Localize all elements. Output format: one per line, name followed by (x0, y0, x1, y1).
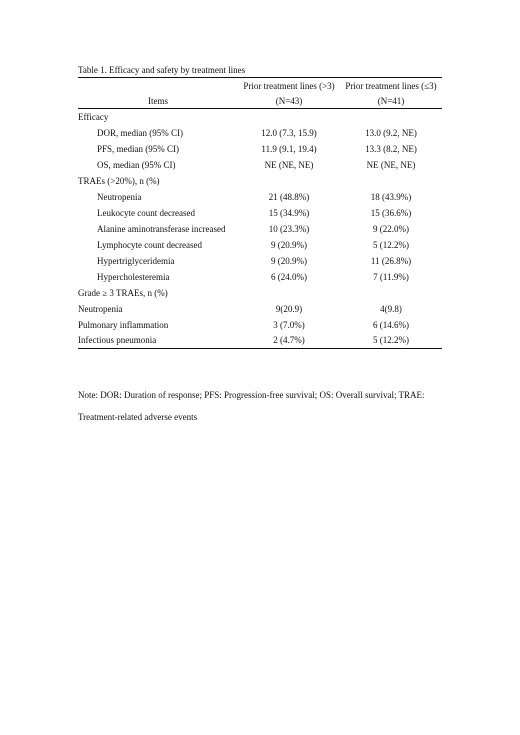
row-value-prior-le3: 15 (36.6%) (370, 207, 412, 218)
row-value-prior-gt3: 2 (4.7%) (238, 333, 340, 349)
row-value-prior-le3: 4(9.8) (380, 303, 402, 314)
row-value-prior-le3 (340, 173, 442, 189)
row-value-prior-gt3 (238, 173, 340, 189)
row-value-prior-gt3: 11.9 (9.1, 19.4) (261, 143, 317, 154)
note-line-1: Note: DOR: Duration of response; PFS: Progression-free survival; OS: Overall survival; TRAE: (78, 390, 425, 400)
row-value-prior-le3: 5 (12.2%) (340, 333, 442, 349)
row-value-prior-le3: 9 (22.0%) (373, 223, 409, 234)
row-value-prior-le3: 7 (11.9%) (373, 271, 409, 282)
header-row-titles (78, 78, 442, 94)
row-value-prior-gt3: 6 (24.0%) (271, 271, 307, 282)
table-row (78, 189, 442, 205)
row-value-prior-gt3: 12.0 (7.3, 15.9) (261, 127, 317, 138)
row-value-prior-le3 (340, 285, 442, 301)
table-row (78, 301, 442, 317)
header-col2-title: Prior treatment lines (≤3) (340, 78, 442, 94)
row-label: Leukocyte count decreased (97, 207, 195, 218)
row-value-prior-gt3: NE (NE, NE) (264, 159, 314, 170)
row-label: Grade ≥ 3 TRAEs, n (%) (78, 287, 168, 298)
row-label: Efficacy (78, 111, 109, 122)
header-col1-title: Prior treatment lines (>3) (238, 78, 340, 94)
row-label: Hypertriglyceridemia (97, 255, 175, 266)
row-value-prior-le3 (340, 109, 442, 125)
row-value-prior-le3: 6 (14.6%) (373, 319, 409, 330)
table-row (78, 109, 442, 125)
table-row (78, 333, 442, 349)
table-row (78, 317, 442, 333)
table-row (78, 157, 442, 173)
table-row (78, 237, 442, 253)
row-value-prior-gt3: 9 (20.9%) (271, 239, 307, 250)
table-row (78, 253, 442, 269)
table-body (78, 109, 442, 349)
row-label: Hypercholesteremia (97, 271, 170, 282)
header-row-n (78, 93, 442, 109)
table-row (78, 205, 442, 221)
row-value-prior-le3: NE (NE, NE) (366, 159, 416, 170)
row-value-prior-gt3: 3 (7.0%) (273, 319, 305, 330)
table-row (78, 141, 442, 157)
row-value-prior-gt3 (238, 109, 340, 125)
table-row (78, 221, 442, 237)
row-value-prior-gt3: 9(20.9) (275, 303, 303, 314)
row-label: Alanine aminotransferase increased (97, 223, 226, 234)
table-row (78, 125, 442, 141)
header-col2-n: (N=41) (340, 93, 442, 109)
header-col1-n: (N=43) (238, 93, 340, 109)
row-value-prior-gt3: 21 (48.8%) (268, 191, 310, 202)
table-note (78, 384, 458, 428)
row-label: OS, median (95% CI) (97, 159, 176, 170)
row-value-prior-le3: 5 (12.2%) (373, 239, 409, 250)
row-value-prior-gt3 (238, 285, 340, 301)
efficacy-safety-table (78, 77, 442, 349)
row-value-prior-le3: 11 (26.8%) (370, 255, 412, 266)
header-items: Items (78, 93, 238, 109)
row-label: TRAEs (>20%), n (%) (78, 175, 160, 186)
row-label: Neutropenia (78, 303, 123, 314)
table-row (78, 269, 442, 285)
row-value-prior-gt3: 9 (20.9%) (271, 255, 307, 266)
row-value-prior-le3: 13.3 (8.2, NE) (365, 143, 417, 154)
row-label: Neutropenia (97, 191, 142, 202)
row-label: Pulmonary inflammation (78, 319, 169, 330)
row-value-prior-gt3: 10 (23.3%) (268, 223, 310, 234)
row-label: DOR, median (95% CI) (97, 127, 183, 138)
table-row (78, 285, 442, 301)
row-label: Lymphocyte count decreased (97, 239, 202, 250)
table-row (78, 173, 442, 189)
row-value-prior-le3: 13.0 (9.2, NE) (365, 127, 417, 138)
header-cell-empty (78, 78, 238, 94)
row-value-prior-le3: 18 (43.9%) (370, 191, 412, 202)
row-label: PFS, median (95% CI) (97, 143, 179, 154)
row-value-prior-gt3: 15 (34.9%) (268, 207, 310, 218)
note-line-2: Treatment-related adverse events (78, 412, 198, 422)
table-caption: Table 1. Efficacy and safety by treatment lines (78, 65, 246, 75)
row-label: Infectious pneumonia (78, 333, 238, 349)
